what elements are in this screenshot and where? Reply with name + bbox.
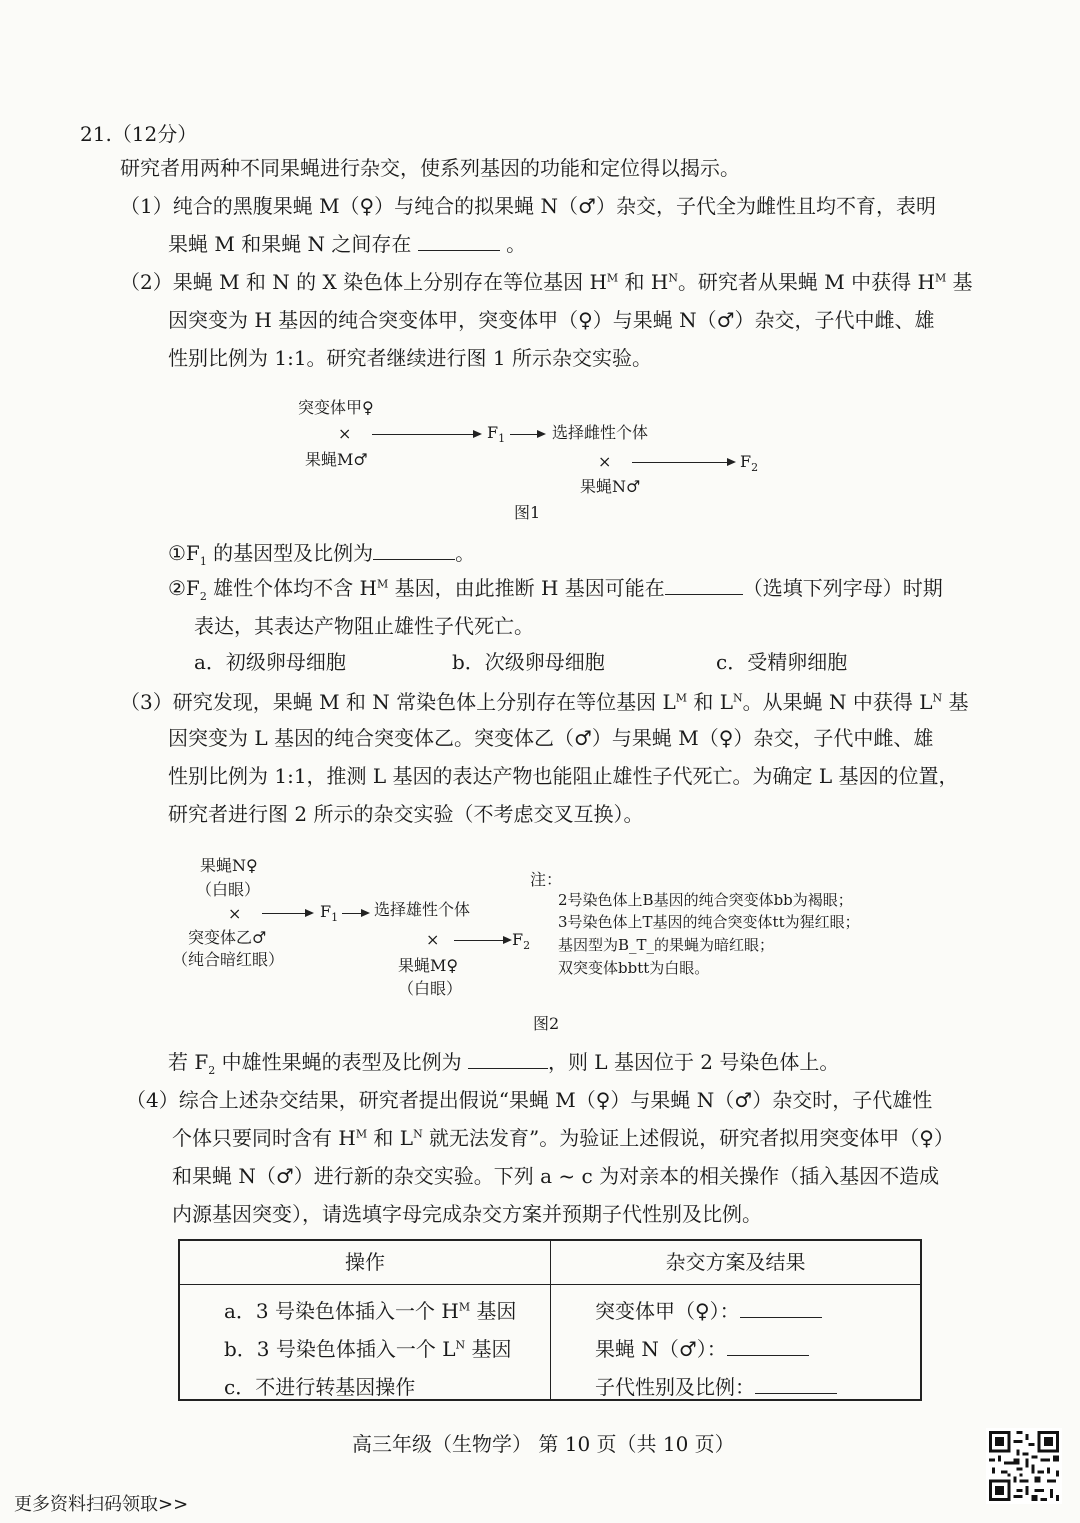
- fig2-note-2: 3号染色体上T基因的纯合突变体tt为猩红眼；: [558, 913, 860, 931]
- table-plan-cell: [551, 1284, 922, 1400]
- part3-line4: 研究者进行图 2 所示的杂交实验（不考虑交叉互换）。: [168, 802, 644, 826]
- subq-1: $①F_1$ 的基因型及比例为 。: [168, 541, 476, 568]
- fig2-f2: $F_2$: [512, 930, 531, 953]
- part3-question: 若 $F_2$ 中雄性果蝇的表型及比例为 ，则 L 基因位于 2 号染色体上。: [168, 1050, 840, 1077]
- answer-blank-1[interactable]: [418, 232, 500, 251]
- operation-c: c．不进行转基因操作: [224, 1374, 416, 1399]
- fig2-mutant: 突变体乙♂: [188, 928, 267, 947]
- fig2-cross-symbol: ×: [228, 904, 242, 923]
- answer-blank-4[interactable]: [468, 1050, 548, 1069]
- operation-b: b．3 号染色体插入一个 $L^N$ 基因: [224, 1336, 512, 1361]
- page-footer: 高三年级（生物学） 第 10 页（共 10 页）: [352, 1432, 735, 1456]
- fig1-select: 选择雌性个体: [552, 423, 649, 442]
- part1-line1: （1）纯合的黑腹果蝇 M（♀）与纯合的拟果蝇 N（♂）杂交，子代全为雌性且均不育，表明: [120, 194, 936, 218]
- subq-2-line2: 表达，其表达产物阻止雄性子代死亡。: [194, 614, 534, 638]
- part3-line3: 性别比例为 1:1，推测 L 基因的表达产物也能阻止雄性子代死亡。为确定 L 基因的位置，: [168, 764, 959, 788]
- part4-line4: 内源基因突变），请选填字母完成杂交方案并预期子代性别及比例。: [172, 1202, 762, 1226]
- part2-line1: （2）果蝇 M 和 N 的 X 染色体上分别存在等位基因 $H^M$ 和 $H^N$。研究者从果蝇 M 中获得 $H^M$ 基: [120, 270, 973, 294]
- table-header-plan: 杂交方案及结果: [551, 1240, 922, 1284]
- part4-line2: 个体只要同时含有 $H^M$ 和 $L^N$ 就无法发育”。为验证上述假说，研究者拟用突变体甲（♀）: [172, 1126, 954, 1150]
- subq-2: $②F_2$ 雄性个体均不含 $H^M$ 基因，由此推断 H 基因可能在 （选填下列字母）时期: [168, 576, 943, 603]
- fig2-cross-symbol-2: ×: [426, 930, 440, 949]
- promo-text[interactable]: 更多资料扫码领取>>: [14, 1494, 189, 1515]
- fig1-f1: $F_1$: [487, 423, 506, 446]
- fig2-select: 选择雄性个体: [374, 900, 471, 919]
- qr-code-icon[interactable]: [986, 1428, 1062, 1504]
- question-score: （12分）: [111, 122, 198, 146]
- part4-line1: （4）综合上述杂交结果，研究者提出假说“果蝇 M（♀）与果蝇 N（♂）杂交时，子代雄性: [126, 1088, 933, 1112]
- table-header-operations: 操作: [179, 1240, 551, 1284]
- question-intro: 研究者用两种不同果蝇进行杂交，使系列基因的功能和定位得以揭示。: [120, 156, 740, 180]
- fig2-white-eye-1: （白眼）: [196, 880, 261, 899]
- fig2-arrow-3: [454, 940, 510, 941]
- fig2-arrow-1: [262, 913, 312, 914]
- fig1-arrow-2: [510, 434, 544, 435]
- part2-line3: 性别比例为 1:1。研究者继续进行图 1 所示杂交实验。: [168, 346, 652, 370]
- plan-offspring: 子代性别及比例：: [595, 1375, 920, 1399]
- fig1-fly-m: 果蝇M♂: [305, 450, 368, 469]
- option-b: b．次级卵母细胞: [452, 650, 605, 674]
- table-operations-cell: [179, 1284, 551, 1400]
- fig1-caption: 图1: [514, 503, 541, 522]
- answer-blank-6[interactable]: [727, 1337, 809, 1356]
- fig2-white-eye-2: （白眼）: [398, 979, 463, 998]
- part3-line1: （3）研究发现，果蝇 M 和 N 常染色体上分别存在等位基因 $L^M$ 和 $L^N$。从果蝇 N 中获得 $L^N$ 基: [120, 690, 969, 714]
- answer-blank-5[interactable]: [740, 1299, 822, 1318]
- fig2-note-1: 2号染色体上B基因的纯合突变体bb为褐眼；: [558, 891, 853, 909]
- operations-table: [178, 1239, 922, 1401]
- plan-mutant: 突变体甲（♀）：: [595, 1299, 920, 1323]
- fig1-mutant: 突变体甲♀: [298, 398, 374, 417]
- question-header: [80, 122, 197, 146]
- fig1-arrow-1: [372, 434, 480, 435]
- fig2-fly-m: 果蝇M♀: [398, 956, 459, 975]
- fig1-fly-n: 果蝇N♂: [580, 477, 641, 496]
- fig1-cross-symbol-2: ×: [598, 452, 612, 471]
- part1-line2: 果蝇 M 和果蝇 N 之间存在 。: [168, 232, 527, 256]
- part3-line2: 因突变为 L 基因的纯合突变体乙。突变体乙（♂）与果蝇 M（♀）杂交，子代中雌、雄: [168, 726, 934, 750]
- question-number: 21.: [80, 122, 112, 146]
- operation-a: a．3 号染色体插入一个 $H^M$ 基因: [224, 1298, 517, 1323]
- fig2-arrow-2: [342, 913, 368, 914]
- answer-blank-3[interactable]: [665, 576, 743, 595]
- fig2-fly-n: 果蝇N♀: [200, 856, 258, 875]
- fig2-caption: 图2: [533, 1014, 560, 1033]
- plan-fly-n: 果蝇 N（♂）：: [595, 1337, 920, 1361]
- part2-line2: 因突变为 H 基因的纯合突变体甲，突变体甲（♀）与果蝇 N（♂）杂交，子代中雌、雄: [168, 308, 935, 332]
- fig2-f1: $F_1$: [320, 902, 339, 925]
- option-a: a．初级卵母细胞: [194, 650, 346, 674]
- part4-line3: 和果蝇 N（♂）进行新的杂交实验。下列 a ~ c 为对亲本的相关操作（插入基因不造成: [172, 1164, 940, 1188]
- fig2-note-title: 注：: [530, 870, 563, 889]
- fig2-note-4: 双突变体bbtt为白眼。: [558, 959, 710, 977]
- answer-blank-7[interactable]: [755, 1375, 837, 1394]
- option-c: c．受精卵细胞: [716, 650, 848, 674]
- fig2-note-3: 基因型为B_T_的果蝇为暗红眼；: [558, 936, 775, 954]
- fig1-arrow-3: [632, 462, 734, 463]
- fig1-cross-symbol: ×: [338, 424, 352, 443]
- answer-blank-2[interactable]: [373, 541, 455, 560]
- fig2-pure-dark-red: （纯合暗红眼）: [172, 950, 285, 969]
- fig1-f2: $F_2$: [740, 452, 759, 475]
